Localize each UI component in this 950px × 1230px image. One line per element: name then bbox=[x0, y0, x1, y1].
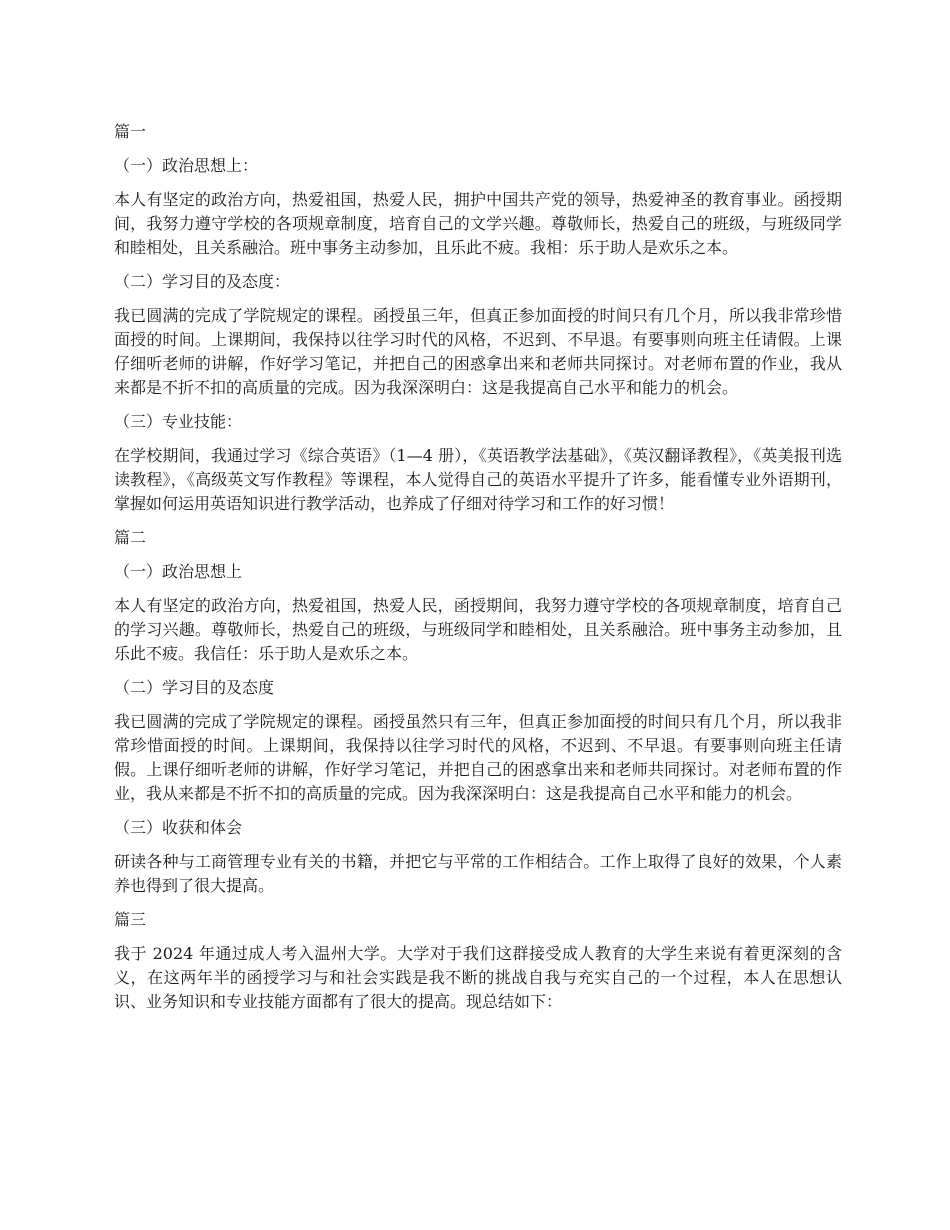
subheading: （二）学习目的及态度 bbox=[114, 678, 275, 697]
subheading: （三）收获和体会 bbox=[114, 818, 243, 837]
paragraph: 我已圆满的完成了学院规定的课程。函授虽三年，但真正参加面授的时间只有几个月，所以我非常珍惜面授的时间。上课期间，我保持以往学习时代的风格，不迟到、不早退。有要事则向班主任请假。上课仔细听老师的讲解，作好学习笔记，并把自己的困惑拿出来和老师共同探讨。对老师布置的作业，我从来都是不折不扣的高质量的完成。因为我深深明白：这是我提高自己水平和能力的机会。 bbox=[114, 306, 842, 397]
paragraph: 本人有坚定的政治方向，热爱祖国，热爱人民，函授期间，我努力遵守学校的各项规章制度，培育自己的学习兴趣。尊敬师长，热爱自己的班级，与班级同学和睦相处，且关系融洽。班中事务主动参加，且乐此不疲。我信任：乐于助人是欢乐之本。 bbox=[114, 596, 842, 663]
subheading: （一）政治思想上： bbox=[114, 156, 259, 175]
document-page bbox=[114, 120, 842, 1024]
paragraph: 研读各种与工商管理专业有关的书籍，并把它与平常的工作相结合。工作上取得了良好的效果，个人素养也得到了很大提高。 bbox=[114, 852, 842, 895]
section-title: 篇一 bbox=[114, 122, 147, 141]
subheading: （二）学习目的及态度： bbox=[114, 272, 291, 291]
section-title: 篇三 bbox=[114, 910, 147, 929]
paragraph: 我于 2024 年通过成人考入温州大学。大学对于我们这群接受成人教育的大学生来说有着更深刻的含义，在这两年半的函授学习与和社会实践是我不断的挑战自我与充实自己的一个过程，本人在思想认识、业务知识和专业技能方面都有了很大的提高。现总结如下： bbox=[114, 944, 842, 1011]
subheading: （三）专业技能： bbox=[114, 412, 243, 431]
paragraph: 在学校期间，我通过学习《综合英语》（1—4 册），《英语教学法基础》，《英汉翻译教程》，《英美报刊选读教程》，《高级英文写作教程》等课程，本人觉得自己的英语水平提升了许多，能看懂专业外语期刊，掌握如何运用英语知识进行教学活动，也养成了仔细对待学习和工作的好习惯！ bbox=[114, 446, 842, 513]
section-title: 篇二 bbox=[114, 528, 147, 547]
paragraph: 本人有坚定的政治方向，热爱祖国，热爱人民，拥护中国共产党的领导，热爱神圣的教育事业。函授期间，我努力遵守学校的各项规章制度，培育自己的文学兴趣。尊敬师长，热爱自己的班级，与班级同学和睦相处，且关系融洽。班中事务主动参加，且乐此不疲。我相：乐于助人是欢乐之本。 bbox=[114, 190, 842, 257]
paragraph: 我已圆满的完成了学院规定的课程。函授虽然只有三年，但真正参加面授的时间只有几个月，所以我非常珍惜面授的时间。上课期间，我保持以往学习时代的风格，不迟到、不早退。有要事则向班主任请假。上课仔细听老师的讲解，作好学习笔记，并把自己的困惑拿出来和老师共同探讨。对老师布置的作业，我从来都是不折不扣的高质量的完成。因为我深深明白：这是我提高自己水平和能力的机会。 bbox=[114, 712, 842, 803]
subheading: （一）政治思想上 bbox=[114, 562, 243, 581]
